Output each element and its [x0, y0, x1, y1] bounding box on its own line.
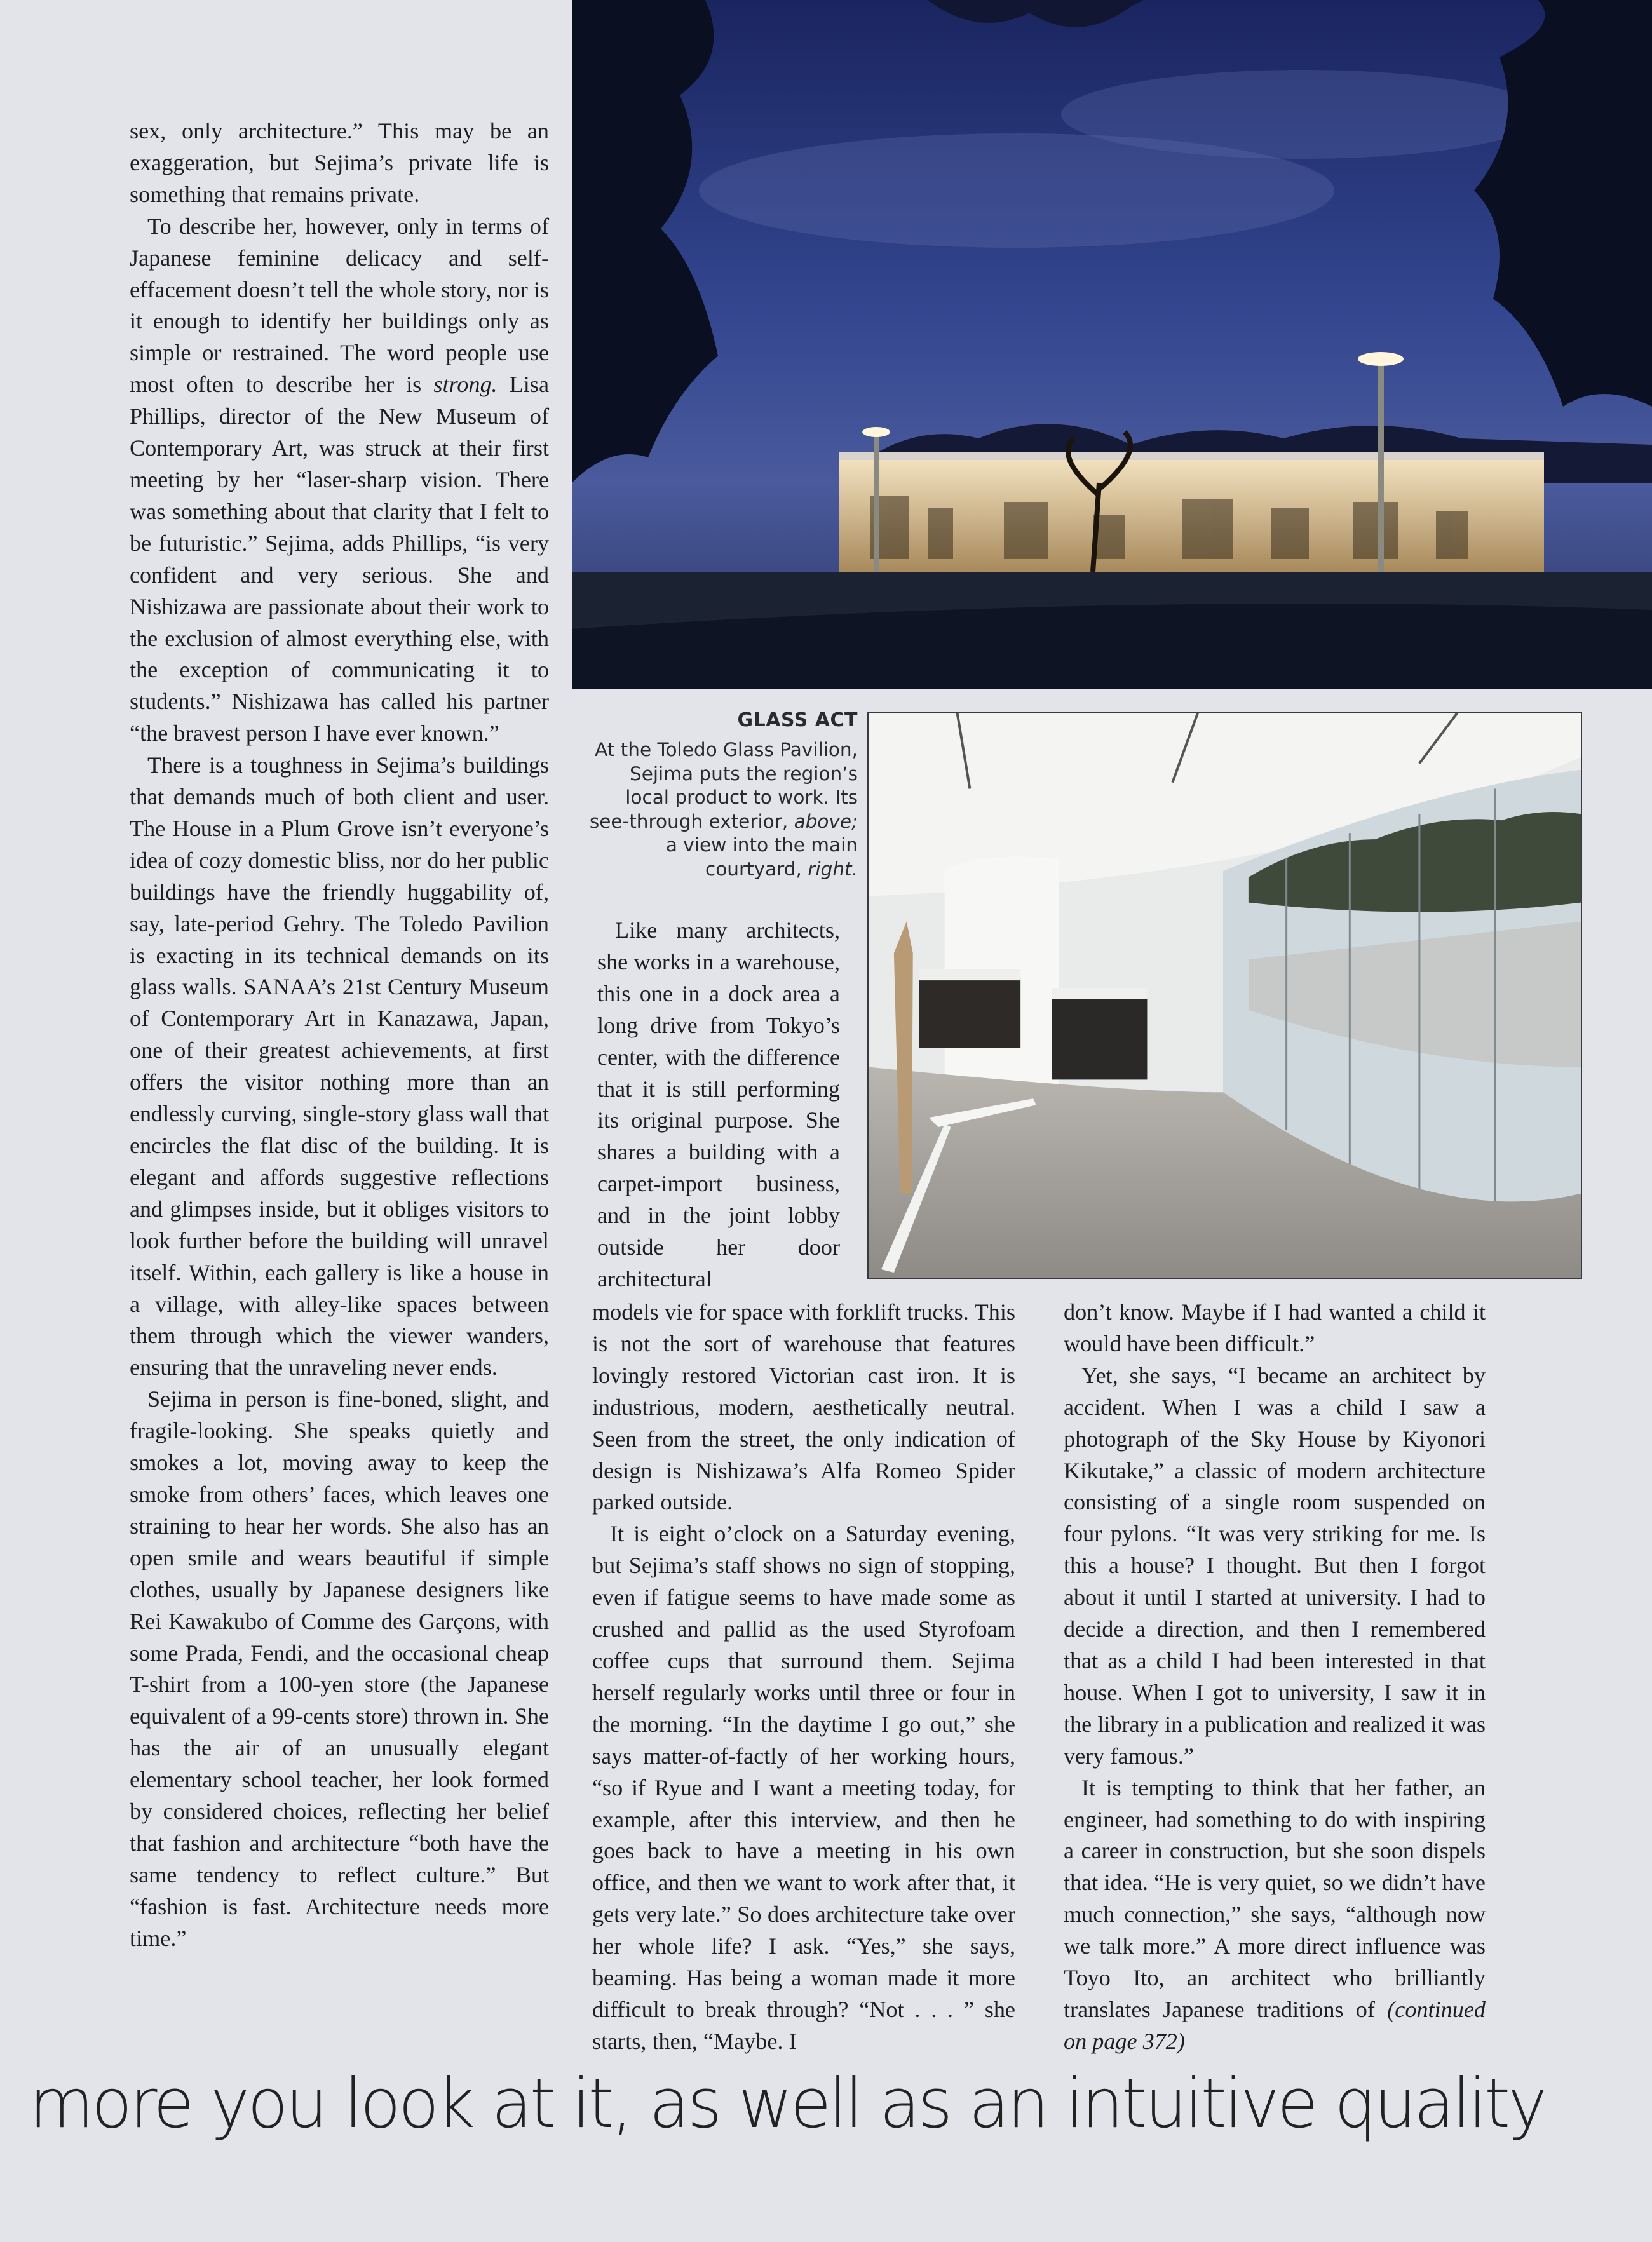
article-paragraph: There is a toughness in Sejima’s buildings that demands much of both client and user. The House in a Plum Grove isn’t everyone’s idea of cozy domestic bliss, nor do her public buildings have the friendly huggability of, say, late-period Gehry. The Toledo Pavilion is exacting in its technical demands on its glass walls. SANAA’s 21st Century Museum of Contemporary Art in Kanazawa, Japan, one of their greatest achievements, at first offers the visitor nothing more than an endlessly curving, single-story glass wall that encircles the flat disc of the building. It is elegant and affords suggestive reflections and glimpses inside, but it obliges visitors to look further before the building will unravel itself. Within, each gallery is like a house in a village, with alley-like spaces between them through which the viewer wanders, ensuring that the unraveling never ends.: [130, 752, 549, 1381]
article-column-right: [1064, 1297, 1486, 2058]
article-paragraph: It is tempting to think that her father, an engineer, had something to do with inspiring a career in construction, but she soon dispels that idea. “He is very quiet, so we didn’t have much connection,” she says, “although now we talk more.” A more direct influence was Toyo Ito, an architect who brilliantly translates Japanese traditions of (continued on page 372): [1064, 1774, 1486, 2054]
caption-text-1: At the Toledo Glass Pavilion, Sejima puts the region’s local product to work. Its see-through exterior,: [589, 739, 858, 832]
emphasis-strong: strong.: [433, 372, 498, 398]
article-column-middle: [592, 1297, 1015, 2058]
caption-right: right.: [808, 858, 858, 880]
article-column-left: [130, 116, 549, 1955]
article-paragraph: models vie for space with forklift trucks. This is not the sort of warehouse that features lovingly restored Victorian cast iron. It is industrious, modern, aesthetically neutral. Seen from the street, the only indication of design is Nishizawa’s Alfa Romeo Spider parked outside.: [592, 1299, 1015, 1515]
article-paragraph: Yet, she says, “I became an architect by accident. When I was a child I saw a photograph of the Sky House by Kiyonori Kikutake,” a classic of modern architecture consisting of a single room suspended on four pylons. “It was very striking for me. Is this a house? I thought. But then I forgot about it until I started at university. I had to decide a direction, and then I remembered that as a child I had been interested in that house. When I got to university, I saw it in the library in a publication and realized it was very famous.”: [1064, 1362, 1486, 1769]
article-paragraph: To describe her, however, only in terms of Japanese feminine delicacy and self-effacement doesn’t tell the whole story, nor is it enough to identify her buildings only as simple or restrained. The word people use most often to describe her is strong. Lisa Phillips, director of the New Museum of Contemporary Art, was struck at their first meeting by her “laser-sharp vision. There was something about that clarity that I felt to be futuristic.” Sejima, adds Phillips, “is very confident and very serious. She and Nishizawa are passionate about their work to the exclusion of almost everything else, with the exception of communicating it to students.” Nishizawa has called his partner “the bravest person I have ever known.”: [130, 213, 550, 746]
photo-caption: [585, 706, 858, 881]
continued-jump: (continued on page 372): [1064, 1996, 1486, 2054]
caption-title: GLASS ACT: [737, 709, 858, 731]
caption-above: above;: [794, 810, 858, 832]
caption-body: [585, 738, 858, 881]
article-paragraph: sex, only architecture.” This may be an exaggeration, but Sejima’s private life is something that remains private.: [130, 118, 549, 207]
article-paragraph: don’t know. Maybe if I had wanted a child it would have been difficult.”: [1064, 1299, 1486, 1356]
caption-text-2: a view into the main courtyard,: [665, 834, 858, 880]
pavilion-night-photo: [572, 0, 1652, 689]
article-paragraph: It is eight o’clock on a Saturday evening, but Sejima’s staff shows no sign of stopping, even if fatigue seems to have made some as crushed and pallid as the used Styrofoam coffee cups that surround them. Sejima herself regularly works until three or four in the morning. “In the daytime I go out,” she says matter-of-factly of her working hours, “so if Ryue and I want a meeting today, for example, after this interview, and then he goes back to have a meeting in his own office, and then we want to work after that, it gets very late.” So does architecture take over her whole life? I ask. “Yes,” she says, beaming. Has being a woman made it more difficult to break through? “Not . . . ” she starts, then, “Maybe. I: [592, 1521, 1015, 2054]
pull-quote: more you look at it, as well as an intuitive quality: [29, 2064, 1545, 2144]
courtyard-interior-photo: [867, 712, 1582, 1279]
article-column-middle-top: [597, 915, 840, 1295]
article-paragraph: Like many architects, she works in a warehouse, this one in a dock area a long drive from Tokyo’s center, with the difference that it is still performing its original purpose. She shares a building with a carpet-import business, and in the joint lobby outside her door architectural: [597, 917, 840, 1292]
article-paragraph: Sejima in person is fine-boned, slight, and fragile-looking. She speaks quietly and smokes a lot, moving away to keep the smoke from others’ faces, which leaves one straining to hear her words. She also has an open smile and wears beautiful if simple clothes, usually by Japanese designers like Rei Kawakubo of Comme des Garçons, with some Prada, Fendi, and the occasional cheap T-shirt from a 100-yen store (the Japanese equivalent of a 99-cents store) thrown in. She has the air of an unusually elegant elementary school teacher, her look formed by considered choices, reflecting her belief that fashion and architecture “both have the same tendency to reflect culture.” But “fashion is fast. Architecture needs more time.”: [130, 1386, 549, 1951]
